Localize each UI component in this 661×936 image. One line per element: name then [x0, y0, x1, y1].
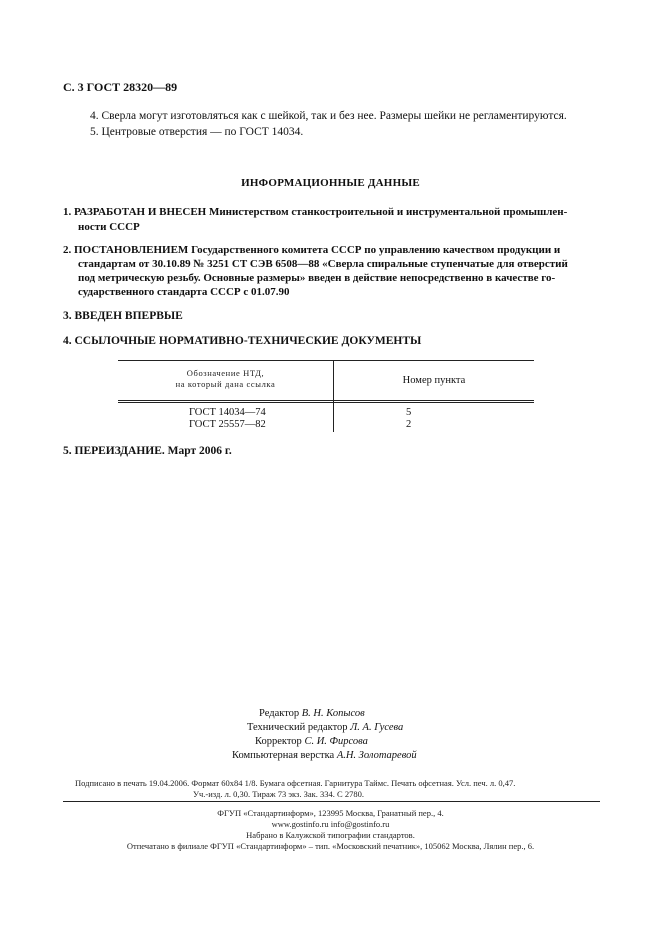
table-header-rule: [118, 400, 534, 401]
credit-editor-label: Редактор: [259, 708, 300, 719]
table-header-doc-line-1: Обозначение НТД,: [186, 368, 265, 378]
info-item-3: 3. ВВЕДЕН ВПЕРВЫЕ: [63, 310, 183, 322]
credit-tech-editor: [247, 722, 403, 733]
imprint-line-1: Подписано в печать 19.04.2006. Формат 60x84 1/8. Бумага офсетная. Гарнитура Таймс. Печать офсетная. Усл. печ. л. 0,47.: [75, 778, 516, 788]
publisher-line-1: ФГУП «Стандартинформ», 123995 Москва, Гранатный пер., 4.: [217, 808, 444, 818]
table-row-1-point: 5: [406, 407, 412, 418]
info-section-title: ИНФОРМАЦИОННЫЕ ДАННЫЕ: [241, 177, 420, 189]
credit-layout-label: Компьютерная верстка: [232, 750, 335, 761]
info-item-2-line-4: сударственного стандарта СССР с 01.07.90: [78, 286, 290, 298]
imprint-line-2: Уч.-изд. л. 0,30. Тираж 73 экз. Зак. 334. С 2780.: [193, 789, 364, 799]
info-item-2-line-3: под метрическую резьбу. Основные размеры» введен в действие непосредственно в качестве го-: [78, 272, 556, 284]
info-item-1-line-2: ности СССР: [78, 221, 140, 233]
table-column-divider: [333, 360, 334, 432]
credit-corrector-label: Корректор: [255, 736, 302, 747]
credit-tech-editor-label: Технический редактор: [247, 722, 348, 733]
table-top-rule: [118, 360, 534, 361]
table-row-2-doc: ГОСТ 25557—82: [189, 419, 266, 430]
credit-layout-name: А.Н. Золотаревой: [336, 750, 417, 761]
info-item-5: 5. ПЕРЕИЗДАНИЕ. Март 2006 г.: [63, 445, 232, 457]
note-item-4: 4. Сверла могут изготовляться как с шейкой, так и без нее. Размеры шейки не регламентируются.: [90, 110, 567, 122]
table-header-doc-line-2: на который дана ссылка: [175, 379, 276, 389]
table-header-rule-double: [118, 402, 534, 403]
credit-editor: [259, 708, 365, 719]
table-header-point: Номер пункта: [402, 375, 466, 386]
info-item-2-line-1: 2. ПОСТАНОВЛЕНИЕМ Государственного комитета СССР по управлению качеством продукции и: [63, 244, 561, 256]
table-row-2-point: 2: [406, 419, 412, 430]
publisher-line-4: Отпечатано в филиале ФГУП «Стандартинформ» – тип. «Московский печатник», 105062 Москва, Лялин пер., 6.: [126, 841, 535, 851]
credit-corrector: [255, 736, 368, 747]
credit-corrector-name: С. И. Фирсова: [304, 736, 368, 747]
credit-tech-editor-name: Л. А. Гусева: [350, 722, 404, 733]
publisher-line-3: Набрано в Калужской типографии стандартов.: [246, 830, 415, 840]
credit-editor-name: В. Н. Копысов: [301, 708, 365, 719]
info-item-1-line-1: 1. РАЗРАБОТАН И ВНЕСЕН Министерством станкостроительной и инструментальной промышлен-: [63, 206, 568, 218]
page-header: С. 3 ГОСТ 28320—89: [63, 80, 178, 94]
table-row-1-doc: ГОСТ 14034—74: [189, 407, 266, 418]
credit-layout: [232, 750, 417, 761]
info-item-2-line-2: стандартам от 30.10.89 № 3251 СТ СЭВ 6508—88 «Сверла спиральные ступенчатые для отверстий: [78, 258, 568, 270]
publisher-line-2: www.gostinfo.ru info@gostinfo.ru: [271, 819, 390, 829]
info-item-4: 4. ССЫЛОЧНЫЕ НОРМАТИВНО-ТЕХНИЧЕСКИЕ ДОКУМЕНТЫ: [63, 335, 422, 347]
imprint-divider: [63, 801, 600, 802]
note-item-5: 5. Центровые отверстия — по ГОСТ 14034.: [90, 126, 304, 138]
